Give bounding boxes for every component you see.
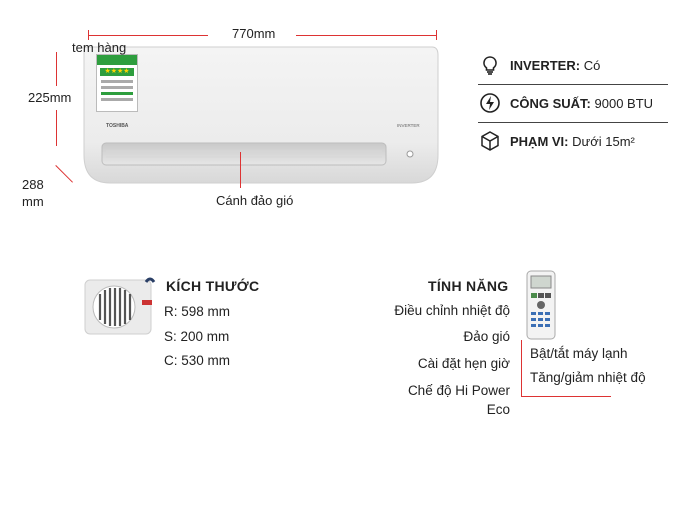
lightning-icon <box>478 91 502 115</box>
feature-hi-power: Chế độ Hi Power <box>407 383 510 398</box>
brand-logo: TOSHIBA <box>106 123 129 129</box>
spec-range <box>478 124 668 158</box>
spec-value: 9000 BTU <box>594 95 654 111</box>
size-section-title: KÍCH THƯỚC <box>166 278 260 294</box>
outdoor-unit-illustration <box>84 276 156 336</box>
spec-key: INVERTER: <box>510 57 581 73</box>
cube-icon <box>478 129 502 153</box>
feature-temp-up-down: Tăng/giảm nhiệt độ <box>530 370 646 385</box>
inverter-badge: INVERTER <box>397 123 420 128</box>
remote-control-illustration <box>526 270 556 340</box>
feature-timer: Cài đặt hẹn giờ <box>417 356 510 371</box>
spec-key: CÔNG SUẤT: <box>510 95 591 111</box>
spec-value: Dưới 15m² <box>572 133 635 149</box>
size-item-height: C: 530 mm <box>164 353 231 368</box>
size-item-depth: S: 200 mm <box>164 329 230 344</box>
feature-temp-adjust: Điều chỉnh nhiệt độ <box>394 303 510 318</box>
spec-key: PHẠM VI: <box>510 133 569 149</box>
feature-eco: Eco <box>486 402 510 417</box>
features-section-title: TÍNH NĂNG <box>428 278 509 294</box>
height-dimension: 225mm <box>28 90 72 105</box>
size-item-width: R: 598 mm <box>164 304 231 319</box>
spec-value: Có <box>583 57 601 73</box>
star-rating-icon: ★★★★ <box>104 68 130 75</box>
feature-swing: Đảo gió <box>463 329 510 344</box>
width-dimension: 770mm <box>232 26 276 41</box>
louver-label: Cánh đảo gió <box>216 193 294 208</box>
lightbulb-icon <box>478 53 502 77</box>
spec-power <box>478 86 668 120</box>
tag-label: tem hàng <box>72 40 127 55</box>
spec-inverter <box>478 48 668 82</box>
feature-power-toggle: Bật/tắt máy lạnh <box>530 346 628 361</box>
depth-dimension: 288 mm <box>22 177 44 209</box>
energy-label-sticker <box>96 54 138 112</box>
